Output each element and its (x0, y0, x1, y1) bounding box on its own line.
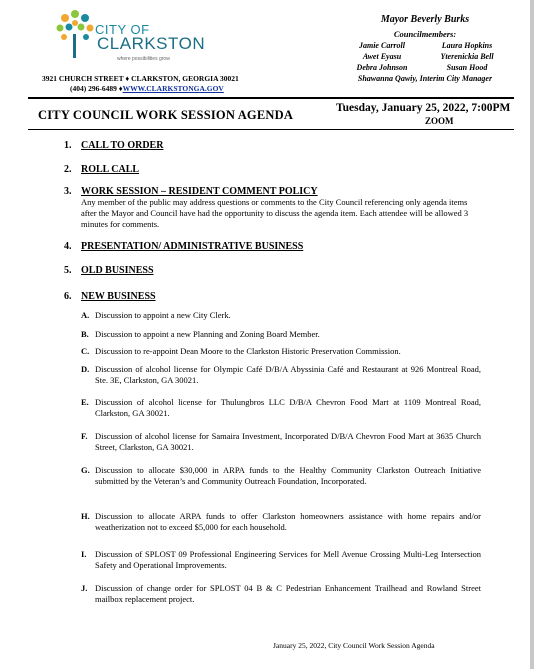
council-member: Susan Hood (446, 63, 488, 72)
council-member: Jamie Carroll (358, 41, 405, 50)
sub-item-text: Discussion of SPLOST 09 Professional Engineering Services for Mell Avenue Crossing Multi-Leg Intersection Safety and Operational Improvements. (95, 549, 481, 570)
council-title: Councilmembers: (393, 29, 457, 39)
item-title: WORK SESSION – RESIDENT COMMENT POLICY (81, 186, 318, 197)
sub-item-text: Discussion to allocate ARPA funds to offer Clarkston homeowners assistance with home repairs and/or weatherization not to exceed $5,000 for each household. (95, 511, 481, 532)
logo-city-text: CITY OF (95, 22, 150, 37)
council-member: Debra Johnson (356, 63, 408, 72)
item-number: 2. (64, 164, 72, 175)
page-footer: January 25, 2022, City Council Work Session Agenda (273, 641, 435, 650)
council-member: Laura Hopkins (441, 41, 493, 50)
item-description: Any member of the public may address questions or comments to the City Council referencing only agenda items after the Mayor and Council have had the opportunity to discuss the agenda item. Each attendee will be allowed 3 minutes for comments. (81, 197, 469, 229)
header-divider (28, 97, 514, 99)
sub-item-text: Discussion of change order for SPLOST 04 B & C Pedestrian Enhancement Trailhead and Rowland Street mailbox replacement project. (95, 583, 481, 604)
phone-number: (404) 296-6489 ♦ (70, 84, 123, 93)
sub-item-text: Discussion to re-appoint Dean Moore to the Clarkston Historic Preservation Commission. (95, 346, 401, 356)
item-title: OLD BUSINESS (81, 265, 154, 276)
sub-item-text: Discussion of alcohol license for Olympic Café D/B/A Abyssinia Café and Restaurant at 926 Montreal Road, Ste. 3E, Clarkston, GA 30021. (95, 364, 481, 385)
item-number: 6. (64, 291, 72, 302)
item-title: CALL TO ORDER (81, 140, 164, 151)
agenda-title: CITY COUNCIL WORK SESSION AGENDA (38, 108, 294, 122)
item-number: 4. (64, 241, 72, 252)
item-number: 3. (64, 186, 72, 197)
title-divider (28, 129, 514, 130)
item-number: 5. (64, 265, 72, 276)
sub-item-letter: C. (81, 346, 90, 356)
council-member: Yterenickia Bell (440, 52, 494, 61)
contact-line (70, 84, 224, 93)
sub-item-letter: D. (81, 364, 90, 374)
city-address: 3921 CHURCH STREET ♦ CLARKSTON, GEORGIA 30021 (42, 74, 239, 83)
page-edge (530, 0, 534, 669)
item-title: NEW BUSINESS (81, 291, 156, 302)
item-title: PRESENTATION/ ADMINISTRATIVE BUSINESS (81, 241, 304, 252)
item-number: 1. (64, 140, 72, 151)
sub-item-letter: I. (81, 549, 87, 559)
city-logo (55, 8, 206, 66)
tree-icon (55, 8, 95, 60)
website-link[interactable]: WWW.CLARKSTONGA.GOV (122, 84, 224, 93)
sub-item-text: Discussion to appoint a new Planning and Zoning Board Member. (95, 329, 320, 339)
city-manager: Shawanna Qawiy, Interim City Manager (357, 74, 493, 83)
sub-item-text: Discussion to allocate $30,000 in ARPA funds to the Healthy Community Clarkston Outreach Initiative submitted by the Veteran’s and Community Outreach Foundation, Incorporated. (95, 465, 481, 486)
sub-item-letter: A. (81, 310, 90, 320)
sub-item-letter: E. (81, 397, 89, 407)
sub-item-text: Discussion to appoint a new City Clerk. (95, 310, 231, 320)
sub-item-letter: F. (81, 431, 88, 441)
officials-block (340, 14, 510, 84)
council-member: Awet Eyasu (362, 52, 402, 61)
sub-item-letter: J. (81, 583, 88, 593)
sub-item-text: Discussion of alcohol license for Thulungbros LLC D/B/A Chevron Food Mart at 1109 Montreal Road, Clarkston, GA 30021. (95, 397, 481, 418)
mayor-name: Mayor Beverly Burks (380, 14, 470, 25)
logo-name-text: CLARKSTON (97, 34, 206, 53)
sub-item-letter: B. (81, 329, 89, 339)
sub-item-letter: H. (81, 511, 90, 521)
meeting-date: Tuesday, January 25, 2022, 7:00PM (336, 102, 511, 114)
sub-item-letter: G. (81, 465, 90, 475)
sub-item-text: Discussion of alcohol license for Samaira Investment, Incorporated D/B/A Chevron Food Mart at 3635 Church Street, Clarkston, GA 30021. (95, 431, 481, 452)
meeting-location: ZOOM (425, 116, 454, 126)
item-title: ROLL CALL (81, 164, 140, 175)
logo-tagline: where possibilities grow (117, 56, 170, 62)
council-members (340, 40, 510, 73)
